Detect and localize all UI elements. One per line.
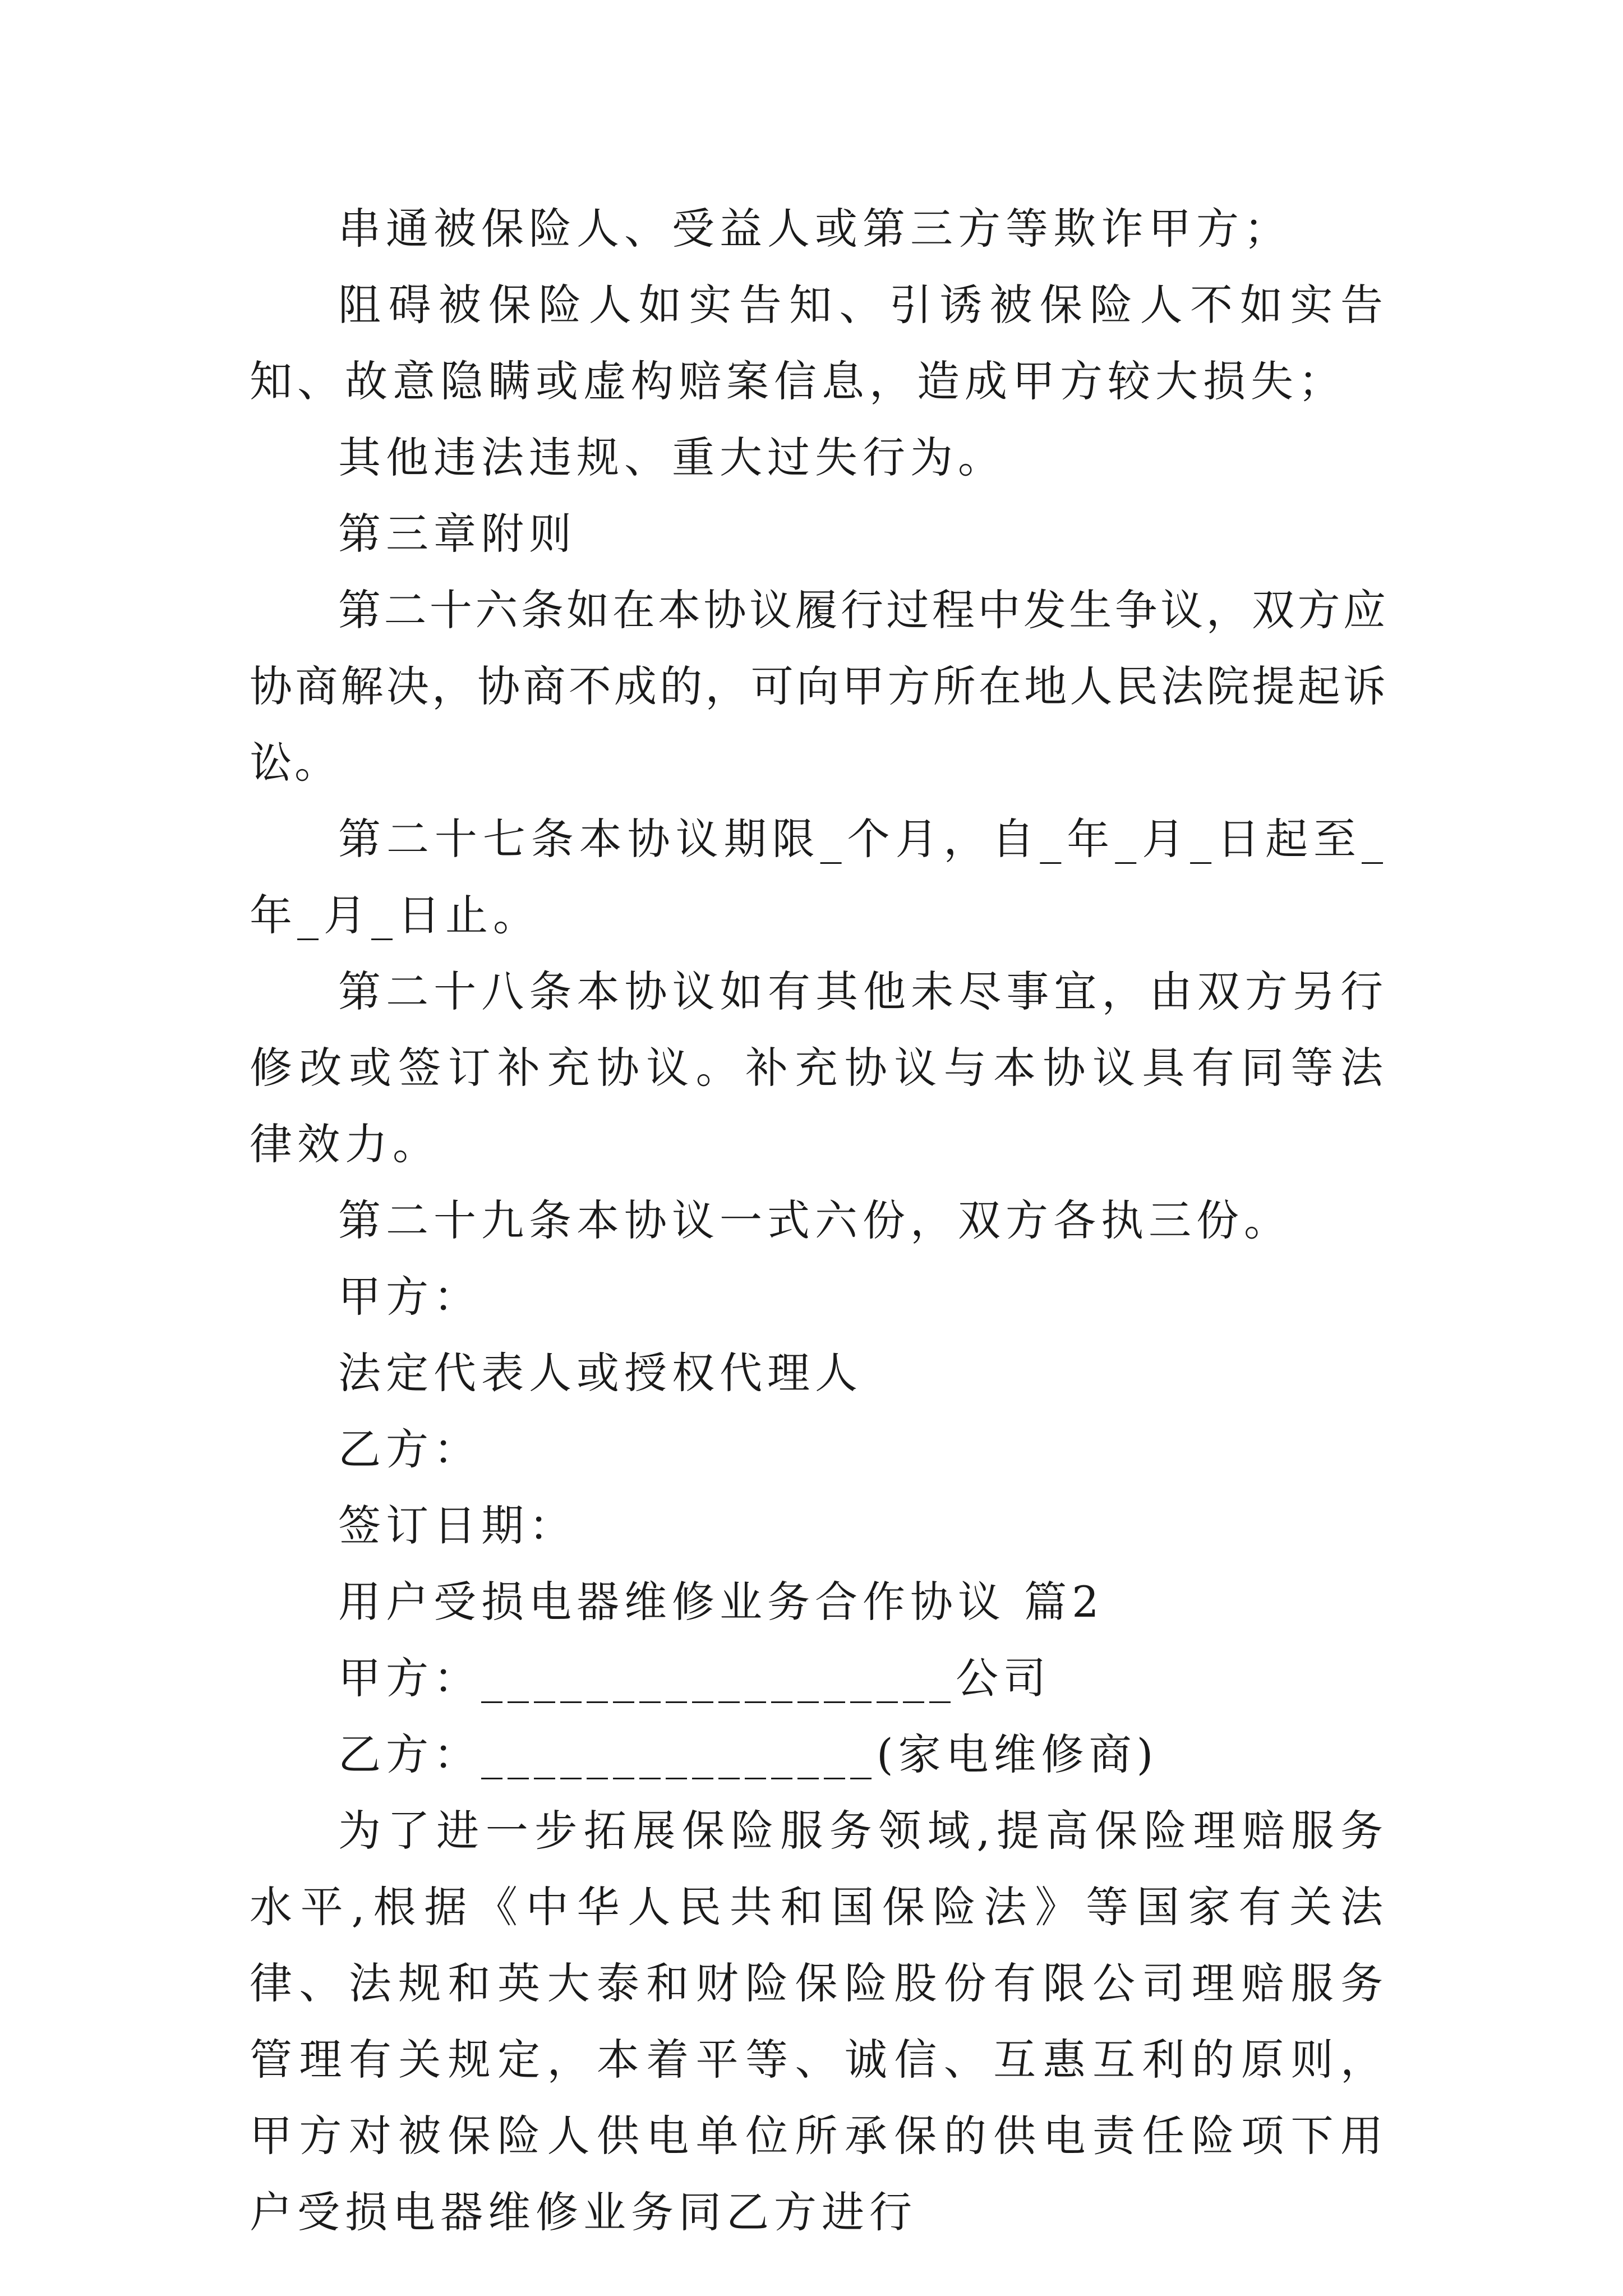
party-a-signature: 甲方： xyxy=(338,1272,481,1322)
document-body xyxy=(250,191,1388,2251)
chapter-heading: 第三章附则 xyxy=(338,509,577,559)
party-b-signature: 乙方： xyxy=(338,1424,481,1474)
article-26: 第二十六条如在本协议履行过程中发生争议，双方应协商解决，协商不成的，可向甲方所在地人民法院提起诉讼。 xyxy=(250,585,1388,788)
signing-date: 签订日期： xyxy=(338,1501,577,1550)
article-27: 第二十七条本协议期限_个月，自_年_月_日起至_年_月_日止。 xyxy=(250,814,1388,940)
article-28: 第二十八条本协议如有其他未尽事宜，由双方另行修改或签订补充协议。补充协议与本协议具有同等法律效力。 xyxy=(250,967,1388,1169)
paragraph-other-violations: 其他违法违规、重大过失行为。 xyxy=(338,432,1006,482)
paragraph-fraud-collusion: 串通被保险人、受益人或第三方等欺诈甲方； xyxy=(338,204,1292,254)
section-title: 用户受损电器维修业务合作协议 篇2 xyxy=(338,1577,1104,1627)
legal-representative: 法定代表人或授权代理人 xyxy=(338,1348,863,1398)
preamble-paragraph: 为了进一步拓展保险服务领域,提高保险理赔服务水平,根据《中华人民共和国保险法》等国家有关法律、法规和英大泰和财险保险股份有限公司理赔服务管理有关规定，本着平等、诚信、互惠互利的原则，甲方对被保险人供电单位所承保的供电责任险项下用户受损电器维修业务同乙方进行 xyxy=(250,1806,1388,2237)
party-a-line: 甲方：__________________公司 xyxy=(338,1653,1051,1703)
article-29: 第二十九条本协议一式六份，双方各执三份。 xyxy=(338,1195,1292,1245)
paragraph-obstruction: 阻碍被保险人如实告知、引诱被保险人不如实告知、故意隐瞒或虚构赔案信息，造成甲方较大损失； xyxy=(250,280,1388,406)
party-b-line: 乙方：_______________(家电维修商) xyxy=(338,1729,1159,1779)
